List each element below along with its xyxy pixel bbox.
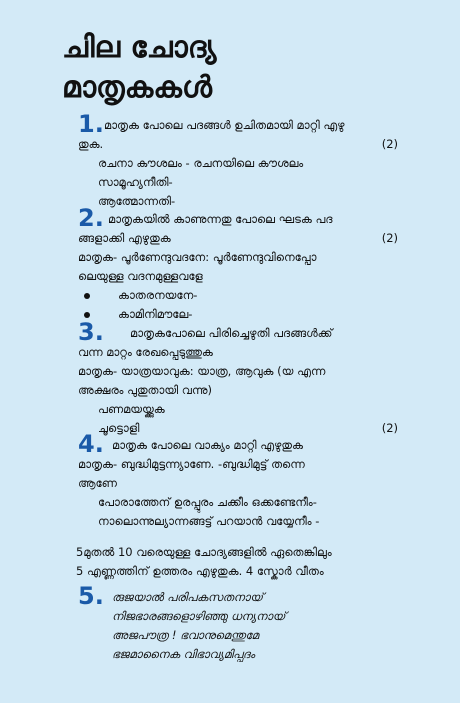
- q3-text-line-2: വന്ന മാറ്റം രേഖപ്പെടുത്തുക: [78, 345, 213, 359]
- q1-text-line-2: [78, 135, 398, 154]
- q3-text-line-1: മാതൃകപോലെ പിരിച്ചെഴുതി പദങ്ങൾക്ക്: [130, 326, 333, 340]
- question-2: [78, 210, 398, 324]
- q3-example-line-2: അക്ഷരം പുതുതായി വന്നു): [78, 383, 213, 397]
- q4-text-line-1: മാതൃക പോലെ വാക്യം മാറ്റി എഴുതുക: [112, 438, 303, 452]
- title-line-2: മാതൃകകൾ: [62, 70, 212, 105]
- instruction-note: [76, 543, 396, 581]
- q1-item-3: ആത്മോന്നതി-: [98, 194, 176, 208]
- q1-item-2: സാമൂഹ്യനീതി-: [98, 175, 173, 189]
- q2-bullet-item-1: [78, 286, 398, 305]
- q2-bullet-text-2: കാമിനിമൗലേ-: [118, 307, 193, 321]
- q2-example-line-1: മാതൃക- പൂർണേന്ദുവദനേ: പൂർണേന്ദുവിനെപ്പോ: [78, 250, 317, 264]
- title-line-1: ചില ചോദ്യ: [62, 30, 217, 65]
- q5-verse-line-3: അജപൗത്ര ! ഭവാനുമെന്തുമേ: [112, 628, 259, 642]
- q5-verse-line-4: ഭജമാനൈക വിഭാവ്യമിപ്പദം: [112, 647, 255, 661]
- question-4: [78, 436, 398, 531]
- question-1: [78, 116, 398, 211]
- q2-text: ങ്ങളാക്കി എഴുതുക: [78, 231, 171, 245]
- q3-example-line-1: മാതൃക- യാത്രയാവുക: യാത്ര, ആവുക (യ എന്ന: [78, 364, 326, 378]
- q2-text-line-2: [78, 229, 398, 248]
- q2-text-line-1: മാതൃകയിൽ കാണുന്നതു പോലെ ഘടക പദ: [108, 212, 333, 226]
- q3-marks: (2): [381, 421, 398, 435]
- question-number-2: 2.: [78, 204, 104, 232]
- q1-item-1: രചനാ കൗശലം - രചനയിലെ കൗശലം: [98, 156, 304, 170]
- note-line-1: 5മുതൽ 10 വരെയുള്ള ചോദ്യങ്ങളിൽ ഏതെങ്കിലും: [76, 545, 332, 559]
- q5-verse-line-1: രുജയാൽ പരിപകസതനായ്: [112, 590, 263, 604]
- question-number-5: 5.: [78, 582, 104, 610]
- q2-example-line-2: ലെയുള്ള വദനമുള്ളവളേ: [78, 269, 203, 283]
- bullet-icon: [84, 293, 90, 299]
- q3-item-1: പണമയയ്ക്കുക: [98, 402, 165, 416]
- q1-marks: (2): [381, 137, 398, 151]
- q1-text-line-1: മാതൃക പോലെ പദങ്ങൾ ഉചിതമായി മാറ്റി എഴു: [104, 118, 345, 132]
- q2-bullet-item-2: [78, 305, 398, 324]
- question-5-verse: [112, 588, 412, 664]
- note-line-2: 5 എണ്ണത്തിന് ഉത്തരം എഴുതുക. 4 സ്കോർ വീതം: [76, 564, 324, 578]
- q2-marks: (2): [381, 231, 398, 245]
- question-3: [78, 324, 398, 438]
- q4-item-2: നാലൊന്നുല്യാന്നങ്ങട്ട് പറയാൻ വയ്യേനീം -: [98, 514, 320, 528]
- q4-item-1: പോരാത്തേന് ഉരപ്പുരം ചക്കീം ഒക്കണ്ടേനീം-: [98, 495, 317, 509]
- question-number-3: 3.: [78, 318, 104, 346]
- question-number-4: 4.: [78, 430, 104, 458]
- question-number-1: 1.: [78, 110, 104, 138]
- q4-example-line-2: ആണേ: [78, 476, 117, 490]
- page-title: [62, 28, 216, 108]
- q4-example-line-1: മാതൃക- ബുദ്ധിമുട്ടന്ന്യാണേ. -ബുദ്ധിമുട്ട് തന്നെ: [78, 457, 305, 471]
- q3-item-2-text: ചൂട്ടൊളി: [98, 421, 140, 435]
- q1-text: തുക.: [78, 137, 104, 151]
- q5-verse-line-2: നിജഭാരങ്ങളൊഴിഞ്ഞു ധന്യനായ്: [112, 609, 286, 623]
- q2-bullet-text-1: കാതരനയനേ-: [118, 288, 198, 302]
